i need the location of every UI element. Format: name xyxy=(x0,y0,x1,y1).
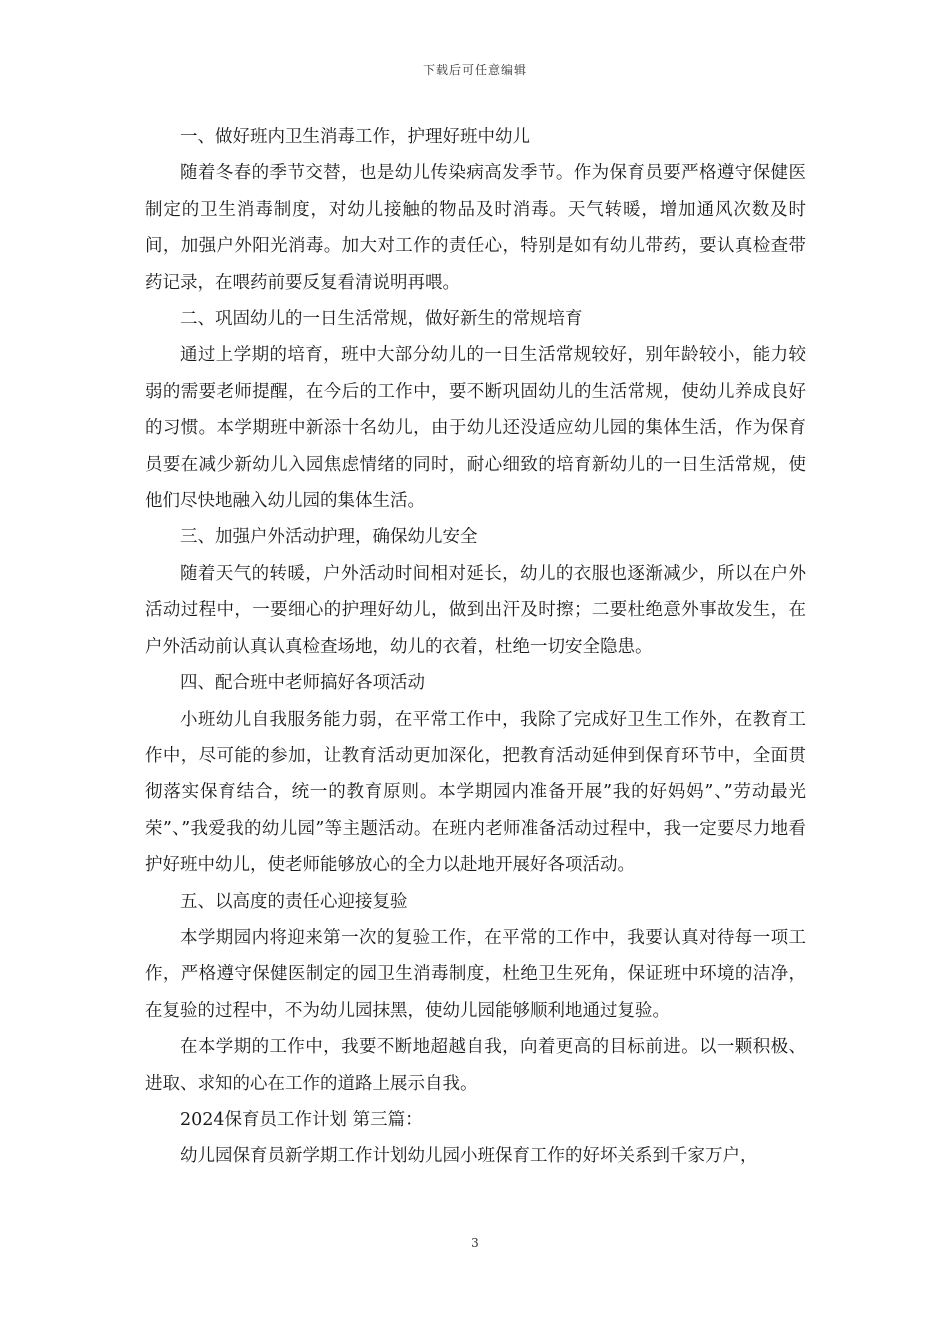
body-paragraph-4: 小班幼儿自我服务能力弱，在平常工作中，我除了完成好卫生工作外，在教育工作中，尽可能的参加，让教育活动更加深化，把教育活动延伸到保育环节中，全面贯彻落实保育结合，统一的教育原则。本学期园内准备开展”我的好妈妈”、”劳动最光荣”、”我爱我的幼儿园”等主题活动。在班内老师准备活动过程中，我一定要尽力地看护好班中幼儿，使老师能够放心的全力以赴地开展好各项活动。 xyxy=(145,709,806,876)
section-heading-1: 一、做好班内卫生消毒工作，护理好班中幼儿 xyxy=(180,127,530,147)
section-heading-3: 三、加强户外活动护理，确保幼儿安全 xyxy=(180,527,478,548)
page-number: 3 xyxy=(471,1236,479,1250)
body-paragraph-5: 本学期园内将迎来第一次的复验工作，在平常的工作中，我要认真对待每一项工作，严格遵守保健医制定的园卫生消毒制度，杜绝卫生死角，保证班中环境的洁净，在复验的过程中，不为幼儿园抹黑，使幼儿园能够顺利地通过复验。 xyxy=(145,927,806,1021)
page-header: 下载后可任意编辑 xyxy=(422,63,527,77)
document-body xyxy=(145,119,806,1175)
body-paragraph-2: 通过上学期的培育，班中大部分幼儿的一日生活常规较好，别年龄较小，能力较弱的需要老师提醒，在今后的工作中，要不断巩固幼儿的生活常规，使幼儿养成良好的习惯。本学期班中新添十名幼儿，由于幼儿还没适应幼儿园的集体生活，作为保育员要在减少新幼儿入园焦虑情绪的同时，耐心细致的培育新幼儿的一日生活常规，使他们尽快地融入幼儿园的集体生活。 xyxy=(145,345,806,512)
section-heading-4: 四、配合班中老师搞好各项活动 xyxy=(180,673,425,694)
body-paragraph-6: 幼儿园保育员新学期工作计划幼儿园小班保育工作的好坏关系到千家万户， xyxy=(180,1146,758,1167)
section-heading-5: 五、以高度的责任心迎接复验 xyxy=(180,891,408,912)
section-heading-2: 二、巩固幼儿的一日生活常规，做好新生的常规培育 xyxy=(180,309,583,330)
part-title: 2024保育员工作计划 第三篇： xyxy=(180,1109,423,1130)
body-paragraph-1: 随着冬春的季节交替，也是幼儿传染病高发季节。作为保育员要严格遵守保健医制定的卫生消毒制度，对幼儿接触的物品及时消毒。天气转暖，增加通风次数及时间，加强户外阳光消毒。加大对工作的责任心，特别是如有幼儿带药，要认真检查带药记录，在喂药前要反复看清说明再喂。 xyxy=(145,163,806,293)
closing-paragraph: 在本学期的工作中，我要不断地超越自我，向着更高的目标前进。以一颗积极、进取、求知的心在工作的道路上展示自我。 xyxy=(145,1037,806,1094)
body-paragraph-3: 随着天气的转暖，户外活动时间相对延长，幼儿的衣服也逐渐减少，所以在户外活动过程中，一要细心的护理好幼儿，做到出汗及时擦；二要杜绝意外事故发生，在户外活动前认真认真检查场地，幼儿的衣着，杜绝一切安全隐患。 xyxy=(145,563,806,657)
